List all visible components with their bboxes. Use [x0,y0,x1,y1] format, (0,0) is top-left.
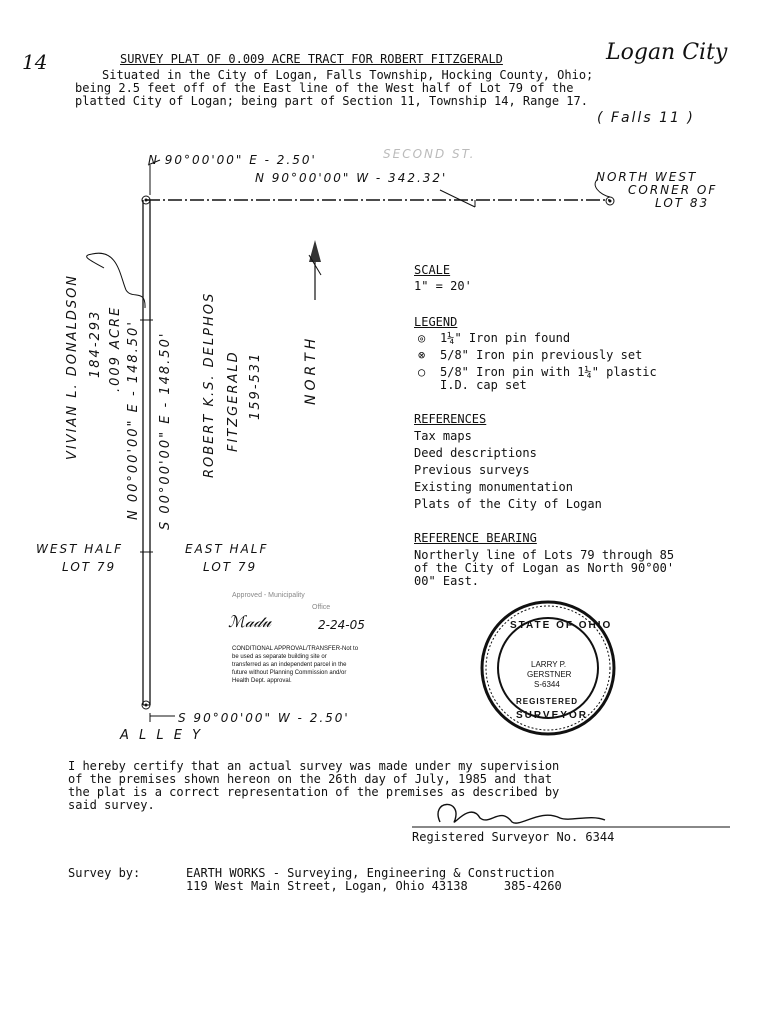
approval-signature: ℳ𝒶𝒹𝓊 [228,612,271,631]
handwritten-falls: ( Falls 11 ) [597,110,695,126]
reference-bearing-heading: REFERENCE BEARING [414,531,537,545]
legend-symbol-previous: ⊗ [418,348,426,362]
reference-item: Deed descriptions [414,446,537,460]
owner-west-name: VIVIAN L. DONALDSON [65,273,80,460]
legend-text-found: 1¼" Iron pin found [440,331,571,345]
reference-item: Existing monumentation [414,480,573,494]
bearing-top-long: N 90°00'00" W - 342.32' [255,171,448,185]
survey-by-company: EARTH WORKS - Surveying, Engineering & Construction [186,866,555,880]
conditional-line-1: CONDITIONAL APPROVAL/TRANSFER-Not to [232,646,359,652]
nw-corner-line-1: NORTH WEST [596,170,698,184]
seal-surveyor: SURVEYOR [516,710,588,721]
seal-name-1: LARRY P. [531,660,567,669]
reference-item: Tax maps [414,429,472,443]
conditional-line-5: Health Dept. approval. [232,678,292,684]
description-line-2: being 2.5 feet off of the East line of the West half of Lot 79 of the [75,81,574,95]
certification-line-3: the plat is a correct representation of the premises as described by [68,785,560,799]
approval-printed-2: Office [312,604,331,611]
approval-printed-1: Approved - Municipality [232,592,305,599]
conditional-line-2: be used as separate building site or [232,654,327,660]
reference-item: Plats of the City of Logan [414,497,602,511]
conditional-line-3: transferred as an independent parcel in the [232,662,347,668]
conditional-line-4: future without Planning Commission and/or [232,670,347,676]
certification-line-4: said survey. [68,798,155,812]
surveyor-registration: Registered Surveyor No. 6344 [412,830,615,844]
east-half-lot: LOT 79 [203,560,258,574]
street-faint: SECOND ST. [383,147,476,161]
owner-west-deed: 184-293 [88,309,103,378]
acreage-label: .009 ACRE [108,305,123,392]
north-label: NORTH [303,334,319,405]
approval-date: 2-24-05 [318,618,365,632]
surveyor-signature-drawing [438,804,605,823]
legend-text-cap-cont: I.D. cap set [440,378,527,392]
legend-heading: LEGEND [414,315,458,329]
nw-corner-line-2: CORNER OF [628,183,718,197]
legend-text-previous: 5/8" Iron pin previously set [440,348,643,362]
seal-state: STATE OF OHIO [510,620,613,631]
bearing-top-short: N 90°00'00" E - 2.50' [148,153,317,167]
handwritten-city: Logan City [606,40,728,65]
description-line-1: Situated in the City of Logan, Falls Township, Hocking County, Ohio; [102,68,594,82]
reference-bearing-line-1: Northerly line of Lots 79 through 85 [414,548,675,562]
seal-name-2: GERSTNER [527,670,572,679]
east-half-label: EAST HALF [185,542,269,556]
seal-registered: REGISTERED [516,697,579,706]
survey-by-label: Survey by: [68,866,141,880]
legend-text-cap: 5/8" Iron pin with 1¼" plastic [440,365,657,379]
west-half-lot: LOT 79 [62,560,117,574]
page-number: 14 [22,50,48,74]
bearing-west-side: N 00°00'00" E - 148.50' [126,320,141,520]
plat-title: SURVEY PLAT OF 0.009 ACRE TRACT FOR ROBERT FITZGERALD [120,52,503,66]
owner-east-deed: 159-531 [248,351,263,420]
nw-corner-line-3: LOT 83 [655,196,710,210]
survey-by-address: 119 West Main Street, Logan, Ohio 43138 385-4260 [186,879,562,893]
owner-east-name: ROBERT K.S. DELPHOS [202,291,217,478]
description-line-3: platted City of Logan; being part of Section 11, Township 14, Range 17. [75,94,588,108]
bearing-bottom: S 90°00'00" W - 2.50' [178,711,350,725]
reference-item: Previous surveys [414,463,530,477]
bearing-east-side: S 00°00'00" E - 148.50' [158,331,173,530]
alley-label: A L L E Y [120,728,204,743]
reference-bearing-line-2: of the City of Logan as North 90°00' [414,561,675,575]
seal-license: S-6344 [534,680,560,689]
west-half-label: WEST HALF [36,542,124,556]
certification-line-2: of the premises shown hereon on the 26th day of July, 1985 and that [68,772,553,786]
scale-value: 1" = 20' [414,279,472,293]
legend-symbol-found: ◎ [418,331,426,345]
certification-line-1: I hereby certify that an actual survey was made under my supervision [68,759,560,773]
reference-bearing-line-3: 00" East. [414,574,480,588]
scale-heading: SCALE [414,263,451,277]
legend-symbol-cap: ○ [418,365,426,379]
owner-east-name-2: FITZGERALD [226,350,241,452]
references-heading: REFERENCES [414,412,487,426]
